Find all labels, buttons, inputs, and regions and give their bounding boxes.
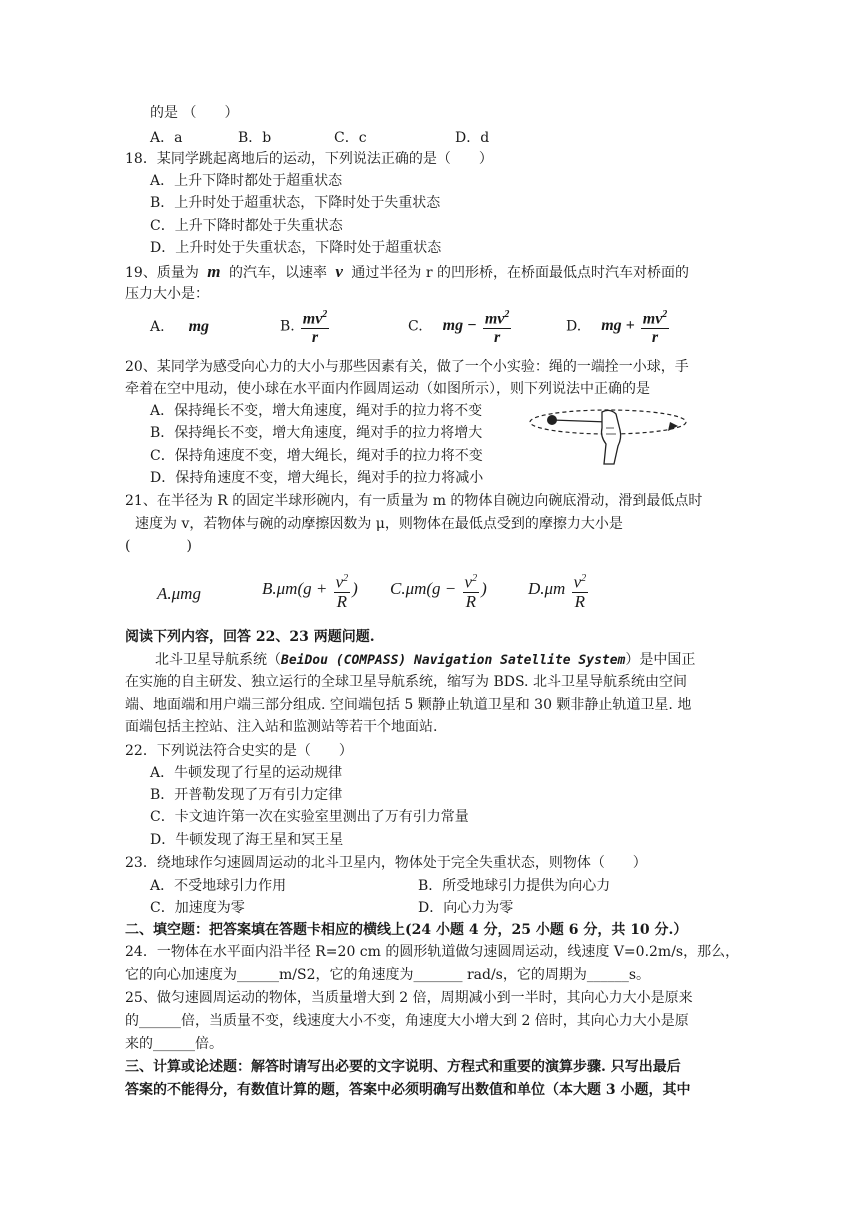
q21-option-a: A.μmg <box>157 584 201 603</box>
q19-label-c: C. <box>408 318 423 335</box>
q23-option-a: A．不受地球引力作用 <box>150 878 287 894</box>
section3-line2: 答案的不能得分，有数值计算的题，答案中必须明确写出数值和单位（本大题 3 小题，其中 <box>125 1082 691 1098</box>
q21-option-b-prefix: B.μm(g + <box>262 579 328 599</box>
q19-stem-line1 <box>125 262 689 283</box>
q19-option-b <box>280 306 331 347</box>
string-line <box>552 420 608 422</box>
q20-option-c: C．保持角速度不变，增大绳长，绳对手的拉力将不变 <box>150 448 483 464</box>
q21-option-b-close: ) <box>352 579 358 599</box>
q23-option-c: C．加速度为零 <box>150 900 245 916</box>
q24-line1: 24．一物体在水平面内沿半径 R=20 cm 的圆形轨道做匀速圆周运动，线速度 V=0.2m/s，那么， <box>125 944 740 960</box>
q20-option-b: B．保持绳长不变，增大角速度，绳对手的拉力将增大 <box>150 425 483 441</box>
q17-stem-tail: 的是 （ ） <box>150 105 239 121</box>
q19-label-a: A. <box>150 319 165 335</box>
q21-stem-line3: ( ) <box>125 538 192 554</box>
q25-line3: 来的______倍。 <box>125 1036 223 1052</box>
q18-option-b: B．上升时处于超重状态，下降时处于失重状态 <box>150 195 441 211</box>
q19-velocity-symbol: v <box>335 262 343 281</box>
reading-paragraph-line4: 面端包括主控站、注入站和监测站等若干个地面站. <box>125 719 438 735</box>
q18-option-c: C．上升下降时都处于失重状态 <box>150 218 343 234</box>
direction-arrow-icon <box>668 422 678 431</box>
q19-option-a <box>150 318 209 336</box>
q19-option-c <box>408 306 513 347</box>
q19-option-b-numerator: mv <box>302 310 323 328</box>
q19-stem-line2: 压力大小是： <box>125 286 209 302</box>
q22-option-a: A．牛顿发现了行星的运动规律 <box>150 765 343 781</box>
q20-option-d: D．保持角速度不变，增大绳长，绳对手的拉力将减小 <box>150 470 484 486</box>
q21-option-c-fraction <box>463 570 480 611</box>
q21-option-c-numerator: v <box>464 572 473 592</box>
q25-line2: 的______倍，当质量不变，线速度大小不变，角速度大小增大到 2 倍时，其向心力大小是原 <box>125 1013 689 1029</box>
q21-option-c-exponent: 2 <box>472 573 478 584</box>
q21-option-c <box>390 570 487 611</box>
reading-paragraph-line1 <box>155 650 695 671</box>
q19-option-d-numerator: mv <box>642 310 663 328</box>
section2-heading: 二、填空题：把答案填在答题卡相应的横线上(24 小题 4 分，25 小题 6 分，共 10 分.） <box>125 922 688 938</box>
q19-option-b-exponent: 2 <box>322 309 328 320</box>
q22-option-d: D．牛顿发现了海王星和冥王星 <box>150 832 344 848</box>
q19-option-c-numerator: mv <box>484 310 505 328</box>
q21-option-d-prefix: D.μm <box>528 579 566 599</box>
q25-line1: 25、做匀速圆周运动的物体，当质量增大到 2 倍，周期减小到一半时，其向心力大小是原来 <box>125 990 693 1006</box>
q19-option-c-exponent: 2 <box>504 309 510 320</box>
q21-option-b-denominator: R <box>336 591 348 611</box>
q17-option-b: B．b <box>238 130 272 146</box>
q18-option-a: A．上升下降时都处于超重状态 <box>150 173 343 189</box>
q19-option-c-denominator: r <box>493 329 501 347</box>
q22-option-b: B．开普勒发现了万有引力定律 <box>150 787 343 803</box>
q18-option-d: D．上升时处于失重状态，下降时处于超重状态 <box>150 240 442 256</box>
q19-stem-part2: 的汽车，以速率 <box>228 265 327 281</box>
q23-stem: 23．绕地球作匀速圆周运动的北斗卫星内，物体处于完全失重状态，则物体（ ） <box>125 855 647 871</box>
q19-option-d-exponent: 2 <box>662 309 668 320</box>
q21-option-b-fraction <box>334 570 351 611</box>
q19-option-d-denominator: r <box>651 329 659 347</box>
q21-option-c-denominator: R <box>465 591 477 611</box>
q21-option-d-exponent: 2 <box>581 573 587 584</box>
q20-option-a: A．保持绳长不变，增大角速度，绳对手的拉力将不变 <box>150 403 483 419</box>
q17-option-c: C．c <box>334 130 367 146</box>
q18-stem: 18．某同学跳起离地后的运动，下列说法正确的是（ ） <box>125 151 493 167</box>
section3-line1: 三、计算或论述题：解答时请写出必要的文字说明、方程式和重要的演算步骤. 只写出最后 <box>125 1059 681 1075</box>
q21-option-d <box>528 570 590 611</box>
q21-stem-line1: 21、在半径为 R 的固定半球形碗内，有一质量为 m 的物体自碗边向碗底滑动，滑到最低点时 <box>125 493 703 509</box>
q24-line2: 它的向心加速度为______m/S2，它的角速度为_______ rad/s，它的周期为______s。 <box>125 967 651 983</box>
q23-option-b: B．所受地球引力提供为向心力 <box>418 878 611 894</box>
q19-option-b-fraction <box>301 306 330 347</box>
q19-option-d-fraction <box>641 306 670 347</box>
q21-option-b-numerator: v <box>335 572 344 592</box>
q19-option-d <box>566 306 671 347</box>
q20-stem-line2: 牵着在空中甩动，使小球在水平面内作圆周运动（如图所示），则下列说法中正确的是 <box>125 381 650 397</box>
q21-option-b-exponent: 2 <box>343 573 349 584</box>
q19-option-a-expr: mg <box>188 318 210 335</box>
q22-stem: 22．下列说法符合史实的是（ ） <box>125 743 353 759</box>
q21-option-c-close: ) <box>481 579 487 599</box>
q19-label-d: D. <box>566 318 582 335</box>
q22-option-c: C．卡文迪许第一次在实验室里测出了万有引力常量 <box>150 809 469 825</box>
q19-label-b: B. <box>280 318 295 335</box>
q23-option-d: D．向心力为零 <box>418 900 514 916</box>
hand-icon <box>602 410 621 464</box>
q21-option-d-denominator: R <box>574 591 586 611</box>
q19-option-b-denominator: r <box>311 329 319 347</box>
q19-option-d-prefix: mg + <box>601 317 635 335</box>
q21-stem-line2: 速度为 v，若物体与碗的动摩擦因数为 μ，则物体在最低点受到的摩擦力大小是 <box>135 516 623 532</box>
q21-option-c-prefix: C.μm(g − <box>390 579 457 599</box>
q19-stem-part3: 通过半径为 r 的凹形桥，在桥面最低点时汽车对桥面的 <box>351 265 690 281</box>
q19-option-c-prefix: mg − <box>442 317 477 335</box>
reading-heading: 阅读下列内容，回答 22、23 两题问题. <box>125 629 375 645</box>
q20-figure-circular-motion <box>528 398 698 468</box>
reading-p1-prefix: 北斗卫星导航系统（ <box>155 652 281 668</box>
q17-option-d: D．d <box>455 130 490 146</box>
q21-option-d-numerator: v <box>573 572 582 592</box>
q19-mass-symbol: m <box>207 262 221 281</box>
q17-option-a: A．a <box>150 130 183 146</box>
q19-stem-part1: 19、质量为 <box>125 265 199 281</box>
q19-option-c-fraction <box>483 306 512 347</box>
reading-p1-english: BeiDou (COMPASS) Navigation Satellite System <box>281 653 626 668</box>
reading-p1-suffix: ）是中国正 <box>625 652 696 668</box>
q21-option-d-fraction <box>572 570 589 611</box>
q21-option-b <box>262 570 358 611</box>
q20-stem-line1: 20、某同学为感受向心力的大小与那些因素有关，做了一个小实验：绳的一端拴一小球，手 <box>125 359 689 375</box>
reading-paragraph-line3: 端、地面端和用户端三部分组成. 空间端包括 5 颗静止轨道卫星和 30 颗非静止轨道卫星. 地 <box>125 697 692 713</box>
reading-paragraph-line2: 在实施的自主研发、独立运行的全球卫星导航系统，缩写为 BDS. 北斗卫星导航系统由空间 <box>125 674 687 690</box>
